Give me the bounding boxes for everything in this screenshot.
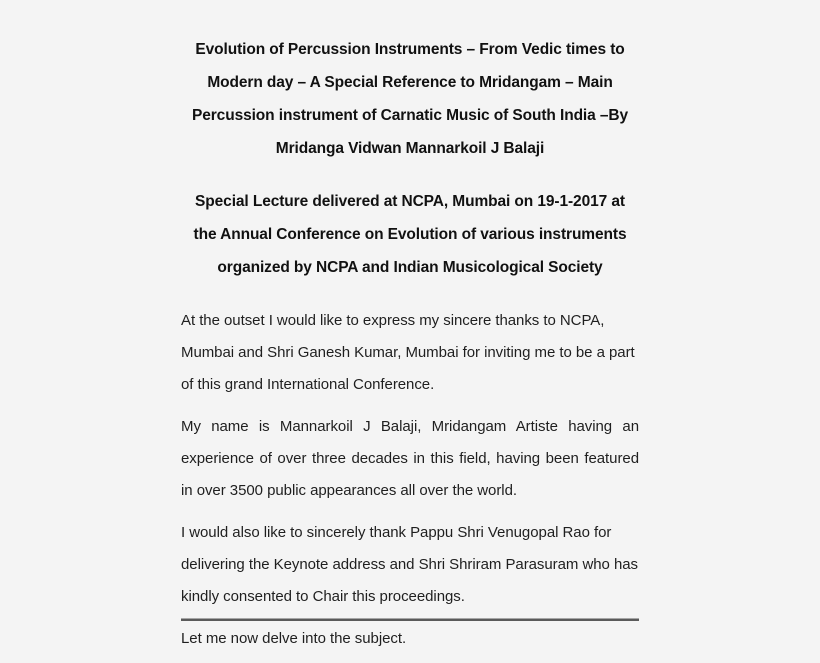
- body-paragraph-3: I would also like to sincerely thank Pappu Shri Venugopal Rao for delivering the Keynote address and Shri Shriram Parasuram who has kindly consented to Chair this proceedings.: [181, 524, 638, 605]
- document-content: [181, 33, 639, 655]
- document-title: [181, 33, 639, 165]
- subtitle-line-2: the Annual Conference on Evolution of various instruments: [193, 226, 627, 243]
- body-paragraph-2: My name is Mannarkoil J Balaji, Mridangam Artiste having an experience of over three decades in this field, having been featured in over 3500 public appearances all over the world.: [181, 418, 639, 499]
- body-paragraph-4: Let me now delve into the subject.: [181, 630, 407, 647]
- title-line-3: Percussion instrument of Carnatic Music of South India –By: [191, 107, 629, 124]
- title-line-2: Modern day – A Special Reference to Mridangam – Main: [207, 74, 613, 91]
- title-line-4: Mridanga Vidwan Mannarkoil J Balaji: [275, 140, 545, 157]
- subtitle-line-1: Special Lecture delivered at NCPA, Mumbai on 19-1-2017 at: [195, 193, 625, 210]
- body-paragraph-1: At the outset I would like to express my sincere thanks to NCPA, Mumbai and Shri Ganesh Kumar, Mumbai for inviting me to be a part of this grand International Conference.: [181, 312, 635, 393]
- document-subtitle: [181, 185, 639, 284]
- title-line-1: Evolution of Percussion Instruments – From Vedic times to: [195, 41, 625, 58]
- footer-divider-rule: [181, 618, 639, 621]
- subtitle-line-3: organized by NCPA and Indian Musicological Society: [217, 259, 603, 276]
